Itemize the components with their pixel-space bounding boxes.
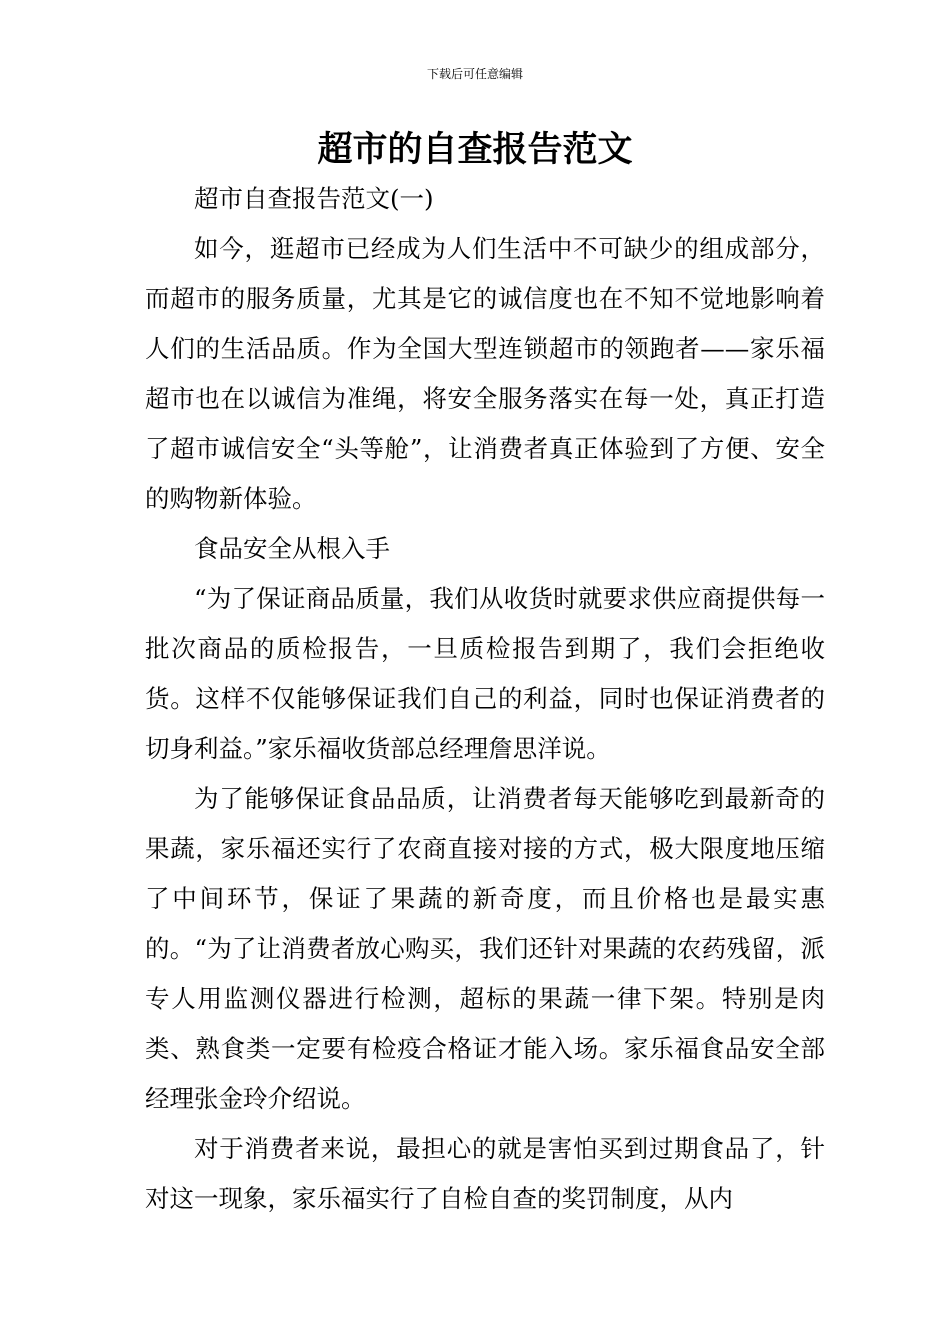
section-heading: 超市自查报告范文(一) bbox=[194, 184, 434, 213]
paragraph: 为了能够保证食品品质，让消费者每天能够吃到最新奇的果蔬，家乐福还实行了农商直接对接的方式，极大限度地压缩了中间环节，保证了果蔬的新奇度，而且价格也是最实惠的。“为了让消费者放心购买，我们还针对果蔬的农药残留，派专人用监测仪器进行检测，超标的果蔬一律下架。特别是肉类、熟食类一定要有检疫合格证才能入场。家乐福食品安全部经理张金玲介绍说。 bbox=[145, 784, 825, 1113]
section-heading: 食品安全从根入手 bbox=[194, 534, 390, 563]
paragraph: “为了保证商品质量，我们从收货时就要求供应商提供每一批次商品的质检报告，一旦质检报告到期了，我们会拒绝收货。这样不仅能够保证我们自己的利益，同时也保证消费者的切身利益。”家乐福收货部总经理詹思洋说。 bbox=[145, 584, 825, 763]
paragraph: 对于消费者来说，最担心的就是害怕买到过期食品了，针对这一现象，家乐福实行了自检自查的奖罚制度，从内 bbox=[145, 1134, 825, 1213]
document-title: 超市的自查报告范文 bbox=[317, 130, 633, 170]
paragraph: 如今，逛超市已经成为人们生活中不可缺少的组成部分，而超市的服务质量，尤其是它的诚信度也在不知不觉地影响着人们的生活品质。作为全国大型连锁超市的领跑者——家乐福超市也在以诚信为准绳，将安全服务落实在每一处，真正打造了超市诚信安全“头等舱”，让消费者真正体验到了方便、安全的购物新体验。 bbox=[145, 234, 825, 513]
header-note: 下载后可任意编辑 bbox=[426, 67, 523, 81]
document-body bbox=[145, 174, 825, 1224]
